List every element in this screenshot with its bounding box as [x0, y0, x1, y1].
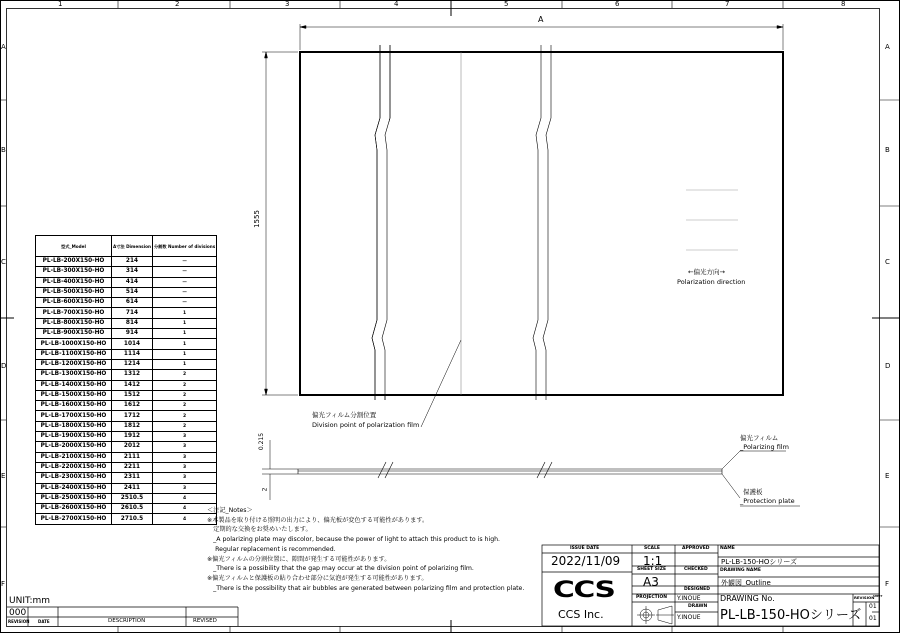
- table-row: [36, 504, 217, 514]
- drawing-name-label: DRAWING NAME: [720, 568, 761, 573]
- table-row: [36, 308, 217, 318]
- dimension-cell: 2510.5: [112, 493, 153, 503]
- row-label: D: [885, 362, 891, 370]
- table-row: [36, 318, 217, 328]
- model-table-body: [36, 257, 217, 525]
- scale-value: 1:1: [643, 554, 663, 568]
- table-row: [36, 432, 217, 442]
- divisions-cell: 3: [152, 432, 216, 442]
- model-cell: PL-LB-2100X150-HO: [36, 452, 112, 462]
- plate-thickness-label: 2: [261, 487, 269, 492]
- table-row: [36, 370, 217, 380]
- description-header: DESCRIPTION: [108, 618, 146, 624]
- model-cell: PL-LB-1600X150-HO: [36, 401, 112, 411]
- scale-label: SCALE: [644, 546, 660, 551]
- dimension-cell: 1214: [112, 359, 153, 369]
- divisions-cell: 2: [152, 411, 216, 421]
- drawn-by: Y.INOUE: [677, 614, 701, 621]
- col-label: 4: [394, 0, 399, 8]
- row-label: F: [1, 580, 6, 588]
- divisions-cell: 2: [152, 390, 216, 400]
- table-row: [36, 483, 217, 493]
- model-cell: PL-LB-800X150-HO: [36, 318, 112, 328]
- polarization-direction-en: Polarization direction: [677, 278, 746, 286]
- table-row: [36, 473, 217, 483]
- table-row: [36, 359, 217, 369]
- divisions-cell: —: [152, 267, 216, 277]
- col-label: 6: [615, 0, 620, 8]
- model-cell: PL-LB-400X150-HO: [36, 277, 112, 287]
- divisions-cell: 4: [152, 514, 216, 524]
- polarizing-film-jp: 偏光フィルム: [740, 434, 779, 442]
- note-line: ※偏光フィルムと保護板の貼り合わせ部分に気泡が発生する可能性があります。: [207, 574, 428, 582]
- polarization-direction-jp: ←偏光方向→: [688, 268, 725, 276]
- dimension-height-label: 1555: [252, 210, 261, 228]
- model-cell: PL-LB-2500X150-HO: [36, 493, 112, 503]
- row-label: D: [1, 362, 7, 370]
- note-line: 定期的な交換をお奨めいたします。: [207, 526, 312, 534]
- company-name: CCS Inc.: [558, 608, 604, 621]
- note-line: _There is a possibility that the gap may occur at the division point of polarizing film.: [207, 565, 474, 573]
- divisions-cell: 4: [152, 504, 216, 514]
- dimension-cell: 1712: [112, 411, 153, 421]
- table-row: [36, 298, 217, 308]
- col-label: 2: [175, 0, 180, 8]
- table-row: [36, 462, 217, 472]
- revision-header: REVISION: [8, 619, 30, 624]
- note-line: ※本製品を取り付ける照明の出力により、偏光板が変色する可能性があります。: [207, 516, 429, 524]
- dimension-cell: 1312: [112, 370, 153, 380]
- dimension-cell: 2211: [112, 462, 153, 472]
- table-row: [36, 339, 217, 349]
- model-cell: PL-LB-2400X150-HO: [36, 483, 112, 493]
- revision-number: 000: [9, 608, 27, 618]
- dimension-cell: 2710.5: [112, 514, 153, 524]
- dimension-cell: 2610.5: [112, 504, 153, 514]
- table-header-row: [36, 236, 217, 257]
- break-right: [533, 45, 551, 400]
- dimension-cell: 1912: [112, 432, 153, 442]
- table-row: [36, 277, 217, 287]
- row-label: E: [1, 472, 6, 480]
- row-label: A: [1, 43, 6, 51]
- projection-symbol: [637, 606, 674, 624]
- table-row: [36, 514, 217, 524]
- divisions-cell: —: [152, 257, 216, 267]
- divisions-cell: —: [152, 287, 216, 297]
- dimension-height: [262, 52, 298, 395]
- header-dimension: A寸法 Dimension: [112, 236, 153, 257]
- dimension-cell: 2311: [112, 473, 153, 483]
- table-row: [36, 287, 217, 297]
- table-row: [36, 421, 217, 431]
- divisions-cell: 1: [152, 349, 216, 359]
- dimension-a-label: A: [538, 15, 544, 24]
- note-line: ※偏光フィルムの分割位置に、隙間が発生する可能性があります。: [207, 555, 391, 563]
- dimension-cell: 914: [112, 329, 153, 339]
- dimension-cell: 1812: [112, 421, 153, 431]
- col-label: 5: [504, 0, 509, 8]
- designed-label: DESIGNED: [684, 587, 710, 592]
- row-label: C: [1, 258, 6, 266]
- side-view: [298, 462, 722, 478]
- model-cell: PL-LB-600X150-HO: [36, 298, 112, 308]
- divisions-cell: 2: [152, 370, 216, 380]
- protection-plate-en: _Protection plate: [740, 497, 795, 505]
- thickness-label: 0.215: [258, 432, 266, 451]
- model-cell: PL-LB-2300X150-HO: [36, 473, 112, 483]
- drawing-number: PL-LB-150-HOシリーズ: [720, 608, 862, 623]
- model-cell: PL-LB-1900X150-HO: [36, 432, 112, 442]
- model-table: [35, 235, 217, 525]
- row-label: B: [1, 146, 6, 154]
- revision-label: REVISION: [854, 595, 875, 600]
- designed-by: Y.INOUE: [677, 595, 701, 602]
- dimension-cell: 614: [112, 298, 153, 308]
- divisions-cell: 1: [152, 339, 216, 349]
- table-row: [36, 380, 217, 390]
- divisions-cell: 3: [152, 473, 216, 483]
- dimension-a: [300, 24, 783, 50]
- header-divisions: 分割数 Number of divisions: [152, 236, 216, 257]
- note-line: Regular replacement is recommended.: [207, 545, 336, 553]
- col-label: 3: [285, 0, 290, 8]
- col-label: 8: [841, 0, 846, 8]
- table-row: [36, 390, 217, 400]
- note-line: _A polarizing plate may discolor, because the power of light to attach this product to is high.: [207, 536, 501, 544]
- divisions-cell: 2: [152, 380, 216, 390]
- date-header: DATE: [38, 619, 50, 624]
- model-cell: PL-LB-1200X150-HO: [36, 359, 112, 369]
- model-cell: PL-LB-1700X150-HO: [36, 411, 112, 421]
- header-model: 型式_Model: [36, 236, 112, 257]
- note-line: _There is the possibility that air bubbles are generated between polarizing film and protection plate.: [207, 584, 525, 592]
- model-cell: PL-LB-1100X150-HO: [36, 349, 112, 359]
- divisions-cell: 4: [152, 493, 216, 503]
- dimension-cell: 214: [112, 257, 153, 267]
- model-cell: PL-LB-900X150-HO: [36, 329, 112, 339]
- model-cell: PL-LB-1300X150-HO: [36, 370, 112, 380]
- drawing-name: 外観図_Outline: [721, 579, 771, 587]
- row-label: A: [885, 43, 890, 51]
- ccs-logo-icon: CCS: [553, 578, 615, 603]
- divisions-cell: 1: [152, 329, 216, 339]
- dimension-cell: 314: [112, 267, 153, 277]
- dimension-cell: 2012: [112, 442, 153, 452]
- dimension-cell: 1412: [112, 380, 153, 390]
- revision-value: 01: [869, 603, 877, 610]
- notes-heading: ＜注記_Notes＞: [207, 507, 253, 514]
- drawn-label: DRAWN: [688, 604, 708, 609]
- row-label: B: [885, 146, 890, 154]
- divisions-cell: 3: [152, 462, 216, 472]
- table-row: [36, 257, 217, 267]
- product-name: PL-LB-150-HOシリーズ: [721, 558, 798, 566]
- polarization-lines: [686, 190, 738, 250]
- revised-header: REVISED: [193, 618, 217, 624]
- divisions-cell: 2: [152, 421, 216, 431]
- divisions-cell: 1: [152, 359, 216, 369]
- approved-label: APPROVED: [682, 546, 710, 551]
- checked-label: CHECKED: [684, 567, 708, 572]
- projection-label: PROJECTION: [636, 595, 667, 600]
- row-label: F: [885, 580, 890, 588]
- model-cell: PL-LB-1000X150-HO: [36, 339, 112, 349]
- dimension-cell: 2111: [112, 452, 153, 462]
- table-row: [36, 329, 217, 339]
- table-row: [36, 442, 217, 452]
- dimension-cell: 2411: [112, 483, 153, 493]
- table-row: [36, 401, 217, 411]
- notes-block: [207, 506, 524, 593]
- model-cell: PL-LB-2200X150-HO: [36, 462, 112, 472]
- model-cell: PL-LB-2700X150-HO: [36, 514, 112, 524]
- divisions-cell: —: [152, 277, 216, 287]
- table-row: [36, 411, 217, 421]
- sheet-value: 01: [869, 615, 877, 622]
- model-cell: PL-LB-2600X150-HO: [36, 504, 112, 514]
- divisions-cell: 1: [152, 318, 216, 328]
- model-cell: PL-LB-1800X150-HO: [36, 421, 112, 431]
- name-label: NAME: [720, 546, 735, 551]
- divisions-cell: 3: [152, 442, 216, 452]
- sheet-size-label: SHEET SIZE: [637, 567, 667, 572]
- model-cell: PL-LB-1500X150-HO: [36, 390, 112, 400]
- drawing-no-label: DRAWING No.: [720, 594, 775, 603]
- divisions-cell: 3: [152, 483, 216, 493]
- model-cell: PL-LB-2000X150-HO: [36, 442, 112, 452]
- division-point-en: Division point of polarization film: [312, 421, 420, 429]
- division-point-jp: 偏光フィルム分割位置: [312, 411, 377, 419]
- polarizing-film-en: _Polarizing film: [740, 443, 789, 451]
- issue-date-label: ISSUE DATE: [570, 546, 600, 551]
- dimension-cell: 714: [112, 308, 153, 318]
- unit-label: UNIT:mm: [9, 596, 51, 606]
- sheet-label: SHEET: [873, 595, 883, 598]
- model-cell: PL-LB-1400X150-HO: [36, 380, 112, 390]
- divisions-cell: 1: [152, 308, 216, 318]
- dimension-cell: 1512: [112, 390, 153, 400]
- plate-outline: [300, 52, 783, 395]
- row-label: E: [885, 472, 890, 480]
- dimension-cell: 1114: [112, 349, 153, 359]
- model-cell: PL-LB-200X150-HO: [36, 257, 112, 267]
- model-cell: PL-LB-300X150-HO: [36, 267, 112, 277]
- divisions-cell: 2: [152, 401, 216, 411]
- dimension-cell: 1014: [112, 339, 153, 349]
- col-label: 1: [58, 0, 63, 8]
- dimension-cell: 814: [112, 318, 153, 328]
- dimension-cell: 414: [112, 277, 153, 287]
- issue-date: 2022/11/09: [551, 554, 621, 568]
- model-cell: PL-LB-500X150-HO: [36, 287, 112, 297]
- protection-plate-jp: 保護板: [743, 488, 763, 496]
- divisions-cell: 3: [152, 452, 216, 462]
- sheet-size: A3: [643, 575, 659, 589]
- divisions-cell: —: [152, 298, 216, 308]
- col-label: 7: [725, 0, 730, 8]
- table-row: [36, 493, 217, 503]
- dimension-cell: 514: [112, 287, 153, 297]
- model-cell: PL-LB-700X150-HO: [36, 308, 112, 318]
- row-label: C: [885, 258, 890, 266]
- table-row: [36, 267, 217, 277]
- dimension-cell: 1612: [112, 401, 153, 411]
- table-row: [36, 452, 217, 462]
- table-row: [36, 349, 217, 359]
